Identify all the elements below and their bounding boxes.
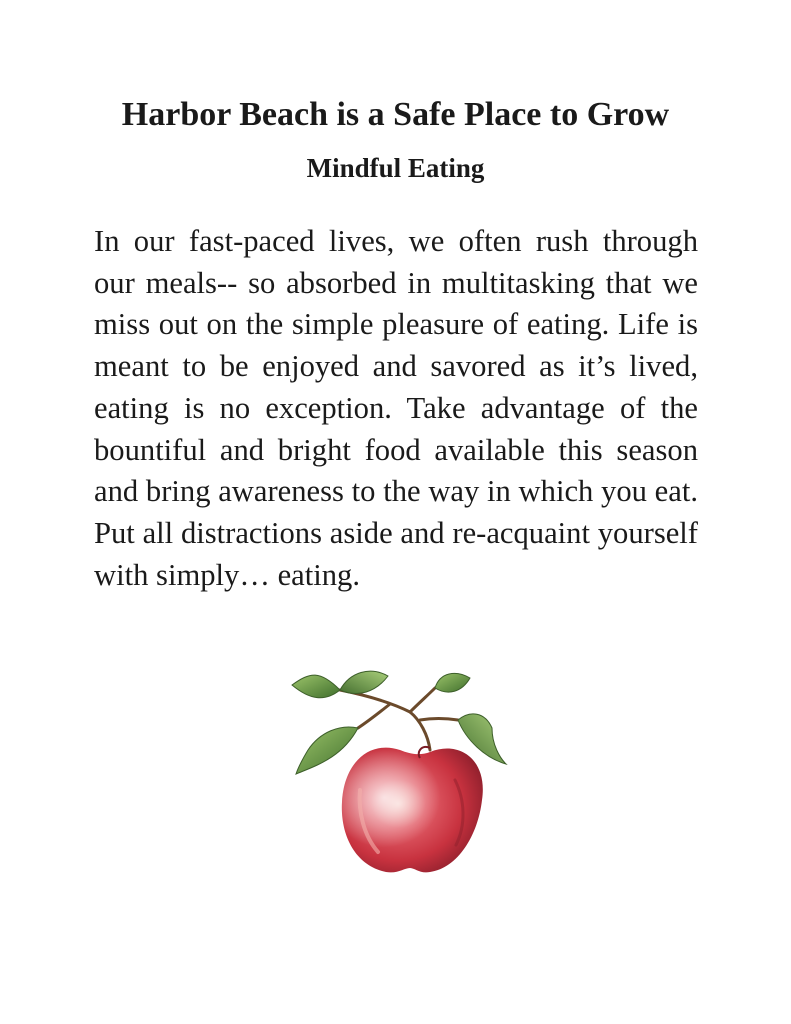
apple-body bbox=[342, 747, 483, 872]
document-title: Harbor Beach is a Safe Place to Grow bbox=[121, 96, 670, 133]
body-paragraph: In our fast-paced lives, we often rush through our meals-- so absorbed in multitasking that we miss out on the simple pleasure of eating. Life is meant to be enjoyed and savored as it’s lived, eating is no exception. Take advantage of the bountiful and bright food available this season and bring awareness to the way in which you eat. Put all distractions aside and re-acquaint yourself with simply… eating. bbox=[94, 224, 698, 592]
stem bbox=[340, 688, 458, 750]
apple-illustration bbox=[270, 640, 520, 890]
document-subtitle: Mindful Eating bbox=[306, 153, 485, 183]
